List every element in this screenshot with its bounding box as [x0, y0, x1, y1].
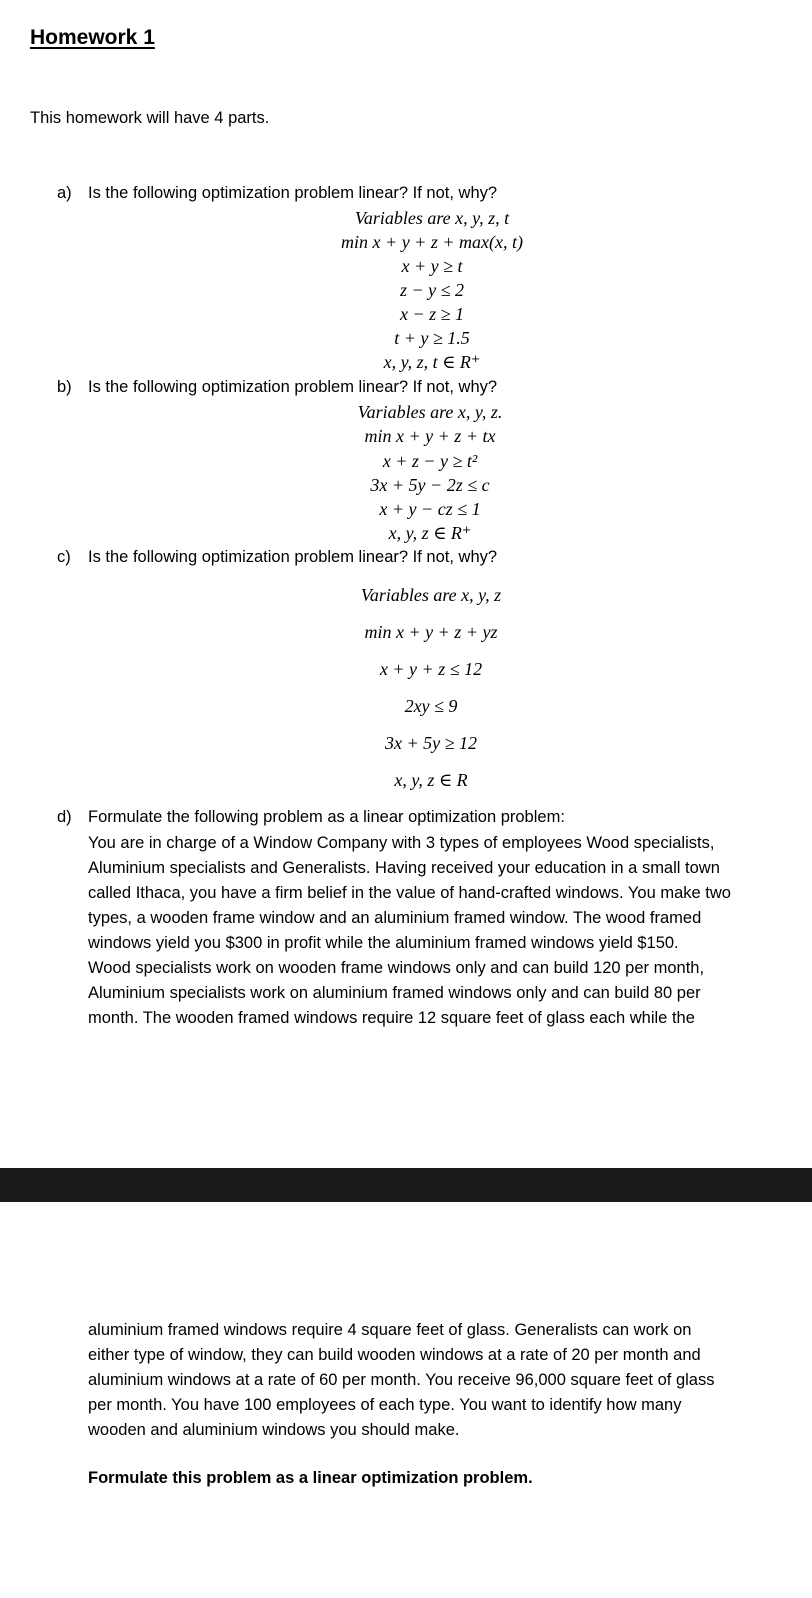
part-d-paragraph-2 — [88, 1318, 788, 1443]
paragraph-line: month. The wooden framed windows require 12 square feet of glass each while the — [88, 1009, 695, 1027]
part-a-variables: Variables are x, y, z, t — [354, 208, 510, 228]
part-b-variables: Variables are x, y, z. — [357, 402, 503, 422]
paragraph-line: either type of window, they can build wooden windows at a rate of 20 per month and — [88, 1346, 701, 1364]
final-instruction: Formulate this problem as a linear optimization problem. — [88, 1469, 533, 1487]
paragraph-line: Wood specialists work on wooden frame windows only and can build 120 per month, — [88, 959, 705, 977]
paragraph-line: aluminium windows at a rate of 60 per month. You receive 96,000 square feet of glass — [88, 1371, 715, 1389]
paragraph-line: types, a wooden frame window and an aluminium framed window. The wood framed — [88, 909, 702, 927]
part-a-constraint-2: z − y ≤ 2 — [399, 280, 465, 300]
part-c-domain: x, y, z ∈ R — [394, 770, 468, 790]
paragraph-line: wooden and aluminium windows you should make. — [88, 1421, 460, 1439]
part-c-variables: Variables are x, y, z — [360, 585, 502, 605]
part-c-question: Is the following optimization problem linear? If not, why? — [88, 548, 498, 566]
part-a-constraint-3: x − z ≥ 1 — [399, 304, 465, 324]
paragraph-line: Aluminium specialists work on aluminium framed windows only and can build 80 per — [88, 984, 701, 1002]
part-d-question: Formulate the following problem as a linear optimization problem: — [88, 808, 565, 826]
paragraph-line: You are in charge of a Window Company with 3 types of employees Wood specialists, — [88, 834, 715, 852]
part-c-constraint-1: x + y + z ≤ 12 — [379, 659, 483, 679]
part-b-constraint-2: 3x + 5y − 2z ≤ c — [370, 475, 490, 495]
part-a-constraint-1: x + y ≥ t — [401, 256, 463, 276]
part-a-domain: x, y, z, t ∈ R⁺ — [383, 352, 481, 372]
part-b-label: b) — [57, 378, 72, 396]
part-c-constraint-3: 3x + 5y ≥ 12 — [384, 733, 478, 753]
part-a-question: Is the following optimization problem linear? If not, why? — [88, 184, 498, 202]
paragraph-line: windows yield you $300 in profit while the aluminium framed windows yield $150. — [88, 934, 679, 952]
intro-text: This homework will have 4 parts. — [30, 109, 270, 127]
part-b-constraint-1: x + z − y ≥ t² — [382, 451, 478, 471]
part-a-label: a) — [57, 184, 72, 202]
part-a-objective: min x + y + z + max(x, t) — [341, 232, 523, 252]
paragraph-line: per month. You have 100 employees of each type. You want to identify how many — [88, 1396, 682, 1414]
page-title: Homework 1 — [30, 26, 155, 49]
part-d-label: d) — [57, 808, 72, 826]
part-c-label: c) — [57, 548, 71, 566]
part-d-paragraph-1 — [88, 831, 788, 1031]
paragraph-line: Aluminium specialists and Generalists. Having received your education in a small town — [88, 859, 720, 877]
part-c-objective: min x + y + z + yz — [364, 622, 498, 642]
part-a-constraint-4: t + y ≥ 1.5 — [394, 328, 470, 348]
part-b-objective: min x + y + z + tx — [364, 426, 496, 446]
part-b-constraint-3: x + y − cz ≤ 1 — [379, 499, 481, 519]
part-b-question: Is the following optimization problem linear? If not, why? — [88, 378, 498, 396]
part-b-domain: x, y, z ∈ R⁺ — [388, 523, 472, 543]
paragraph-line: called Ithaca, you have a firm belief in the value of hand-crafted windows. You make two — [88, 884, 731, 902]
part-c-constraint-2: 2xy ≤ 9 — [404, 696, 458, 716]
page-break-bar — [0, 1168, 812, 1202]
paragraph-line: aluminium framed windows require 4 square feet of glass. Generalists can work on — [88, 1321, 692, 1339]
